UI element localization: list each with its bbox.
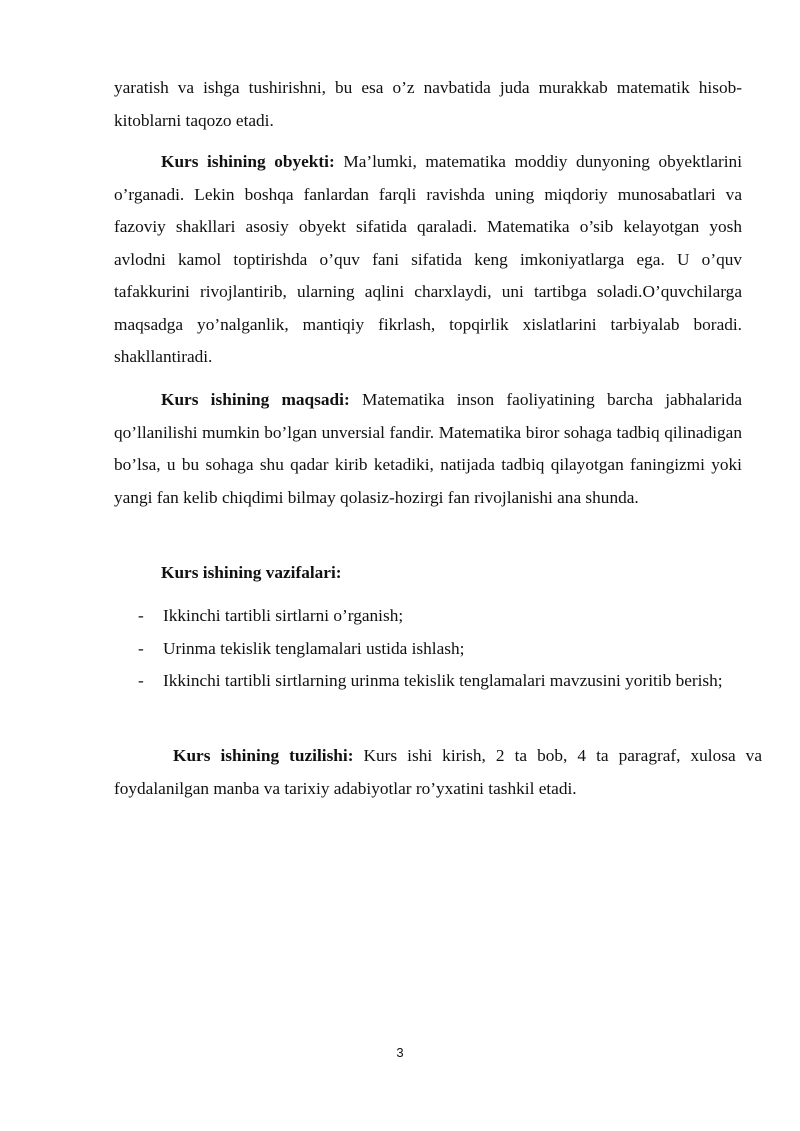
list-bullet: - <box>138 638 144 658</box>
object-paragraph <box>114 146 742 374</box>
list-bullet: - <box>138 671 144 690</box>
object-heading: Kurs ishining obyekti: <box>161 152 335 171</box>
list-item <box>114 633 742 666</box>
list-item <box>114 665 742 698</box>
goal-paragraph <box>114 384 742 514</box>
tasks-list <box>114 600 742 698</box>
list-item-text: Urinma tekislik tenglamalari ustida ishlash; <box>163 638 465 658</box>
object-text: Ma’lumki, matematika moddiy dunyoning obyektlarini o’rganadi. Lekin boshqa fanlardan farqli ravishda uning miqdoriy munosabatlari va fazoviy shakllari asosiy obyekt sifatida qaraladi. Matematika o’sib kelayotgan yosh avlodni kamol toptirishda o’quv fani sifatida keng imkoniyatlarga ega. U o’quv tafakkurini rivojlantirib, ularning aqlini charxlaydi, uni tartibga soladi.O’quvchilarga maqsadga yo’nalganlik, mantiqiy fikrlash, topqirlik xislatlarini tarbiyalab boradi. shakllantiradi. <box>114 152 742 366</box>
intro-text: yaratish va ishga tushirishni, bu esa o’z navbatida juda murakkab matematik hisob-kitoblarni taqozo etadi. <box>114 78 742 130</box>
list-item-text: Ikkinchi tartibli sirtlarni o’rganish; <box>163 606 404 625</box>
list-item-text: Ikkinchi tartibli sirtlarning urinma tekislik tenglamalari mavzusini yoritib berish; <box>163 671 723 690</box>
structure-paragraph <box>114 740 762 805</box>
goal-text: Matematika inson faoliyatining barcha jabhalarida qo’llanilishi mumkin bo’lgan unversial fandir. Matematika biror sohaga tadbiq qilinadigan bo’lsa, u bu sohaga shu qadar kirib ketadiki, natijada tadbiq qilayotgan faningizmi yoki yangi fan kelib chiqdimi bilmay qolasiz-hozirgi fan rivojlanishi ana shunda. <box>114 390 743 507</box>
tasks-heading-paragraph <box>114 557 742 590</box>
list-bullet: - <box>138 606 144 625</box>
structure-text: Kurs ishi kirish, 2 ta bob, 4 ta paragraf, xulosa va foydalanilgan manba va tarixiy adabiyotlar ro’yxatini tashkil etadi. <box>114 746 762 798</box>
intro-paragraph <box>114 72 742 137</box>
structure-heading: Kurs ishining tuzilishi: <box>173 746 354 765</box>
goal-heading: Kurs ishining maqsadi: <box>161 390 350 409</box>
list-item <box>114 600 742 633</box>
tasks-heading: Kurs ishining vazifalari: <box>161 563 342 582</box>
page-number: 3 <box>396 1045 404 1060</box>
